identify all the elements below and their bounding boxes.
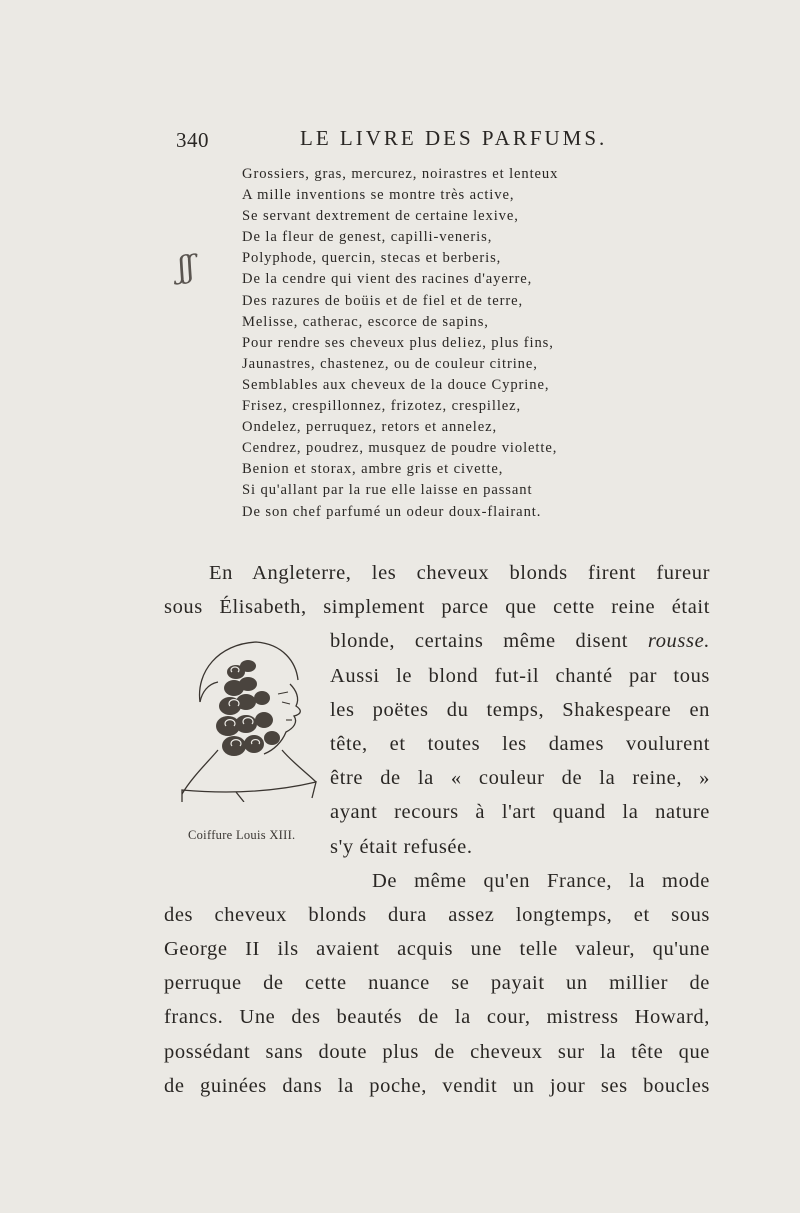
poem-line: Melisse, catherac, escorce de sapins,	[242, 313, 489, 330]
poem-line: De la cendre qui vient des racines d'ayerre,	[242, 271, 533, 288]
prose-line: George II ils avaient acquis une telle valeur, qu'une	[164, 938, 710, 961]
running-title: LE LIVRE DES PARFUMS.	[300, 126, 608, 150]
poem-line: Jaunastres, chastenez, ou de couleur citrine,	[242, 355, 538, 372]
inset-text-block	[330, 624, 710, 898]
prose-block	[164, 556, 710, 1103]
prose-line: de guinées dans la poche, vendit un jour ses boucles	[164, 1074, 710, 1097]
figure-caption: Coiffure Louis XIII.	[188, 828, 296, 842]
prose-line: être de la « couleur de la reine, »	[330, 767, 710, 790]
poem-line: Polyphode, quercin, stecas et berberis,	[242, 250, 502, 267]
prose-line: des cheveux blonds dura assez longtemps, et sous	[164, 903, 710, 926]
poem-line: De son chef parfumé un odeur doux-flairant.	[242, 503, 542, 520]
poem-line: Pour rendre ses cheveux plus deliez, plus fins,	[242, 334, 554, 351]
poem-line: Cendrez, poudrez, musquez de poudre violette,	[242, 440, 558, 457]
prose-line: De même qu'en France, la mode	[372, 869, 710, 892]
prose-line: ayant recours à l'art quand la nature	[330, 801, 710, 824]
poem-line: Frisez, crespillonnez, frizotez, crespillez,	[242, 398, 522, 415]
poem-block	[242, 164, 662, 523]
prose-line: En Angleterre, les cheveux blonds firent fureur	[209, 562, 710, 584]
prose-line: francs. Une des beautés de la cour, mistress Howard,	[164, 1006, 710, 1029]
prose-line: perruque de cette nuance se payait un millier de	[164, 972, 710, 995]
page-number: 340	[176, 128, 209, 152]
poem-line: De la fleur de genest, capilli-veneris,	[242, 229, 493, 246]
poem-line: Si qu'allant par la rue elle laisse en passant	[242, 482, 533, 499]
prose-line-text: blonde, certains même disent	[330, 630, 648, 653]
prose-line	[330, 624, 710, 658]
poem-line: Des razures de boüis et de fiel et de terre,	[242, 292, 524, 309]
prose-line: Aussi le blond fut-il chanté par tous	[330, 664, 710, 687]
poem-line: Se servant dextrement de certaine lexive,	[242, 208, 519, 225]
poem-line: Ondelez, perruquez, retors et annelez,	[242, 419, 498, 436]
poem-line: Benion et storax, ambre gris et civette,	[242, 461, 504, 478]
poem-line: Grossiers, gras, mercurez, noirastres et lenteux	[242, 166, 559, 182]
prose-line: s'y était refusée.	[330, 835, 473, 858]
prose-line: sous Élisabeth, simplement parce que cette reine était	[164, 596, 710, 619]
prose-line: possédant sans doute plus de cheveux sur la tête que	[164, 1040, 710, 1063]
prose-line: les poëtes du temps, Shakespeare en	[330, 698, 710, 721]
poem-line: A mille inventions se montre très active,	[242, 187, 515, 204]
poem-line: Semblables aux cheveux de la douce Cyprine,	[242, 376, 550, 393]
prose-line: tête, et toutes les dames voulurent	[330, 732, 710, 755]
margin-annotation: ʃʃ	[176, 249, 197, 286]
italic-word: rousse.	[647, 630, 710, 653]
